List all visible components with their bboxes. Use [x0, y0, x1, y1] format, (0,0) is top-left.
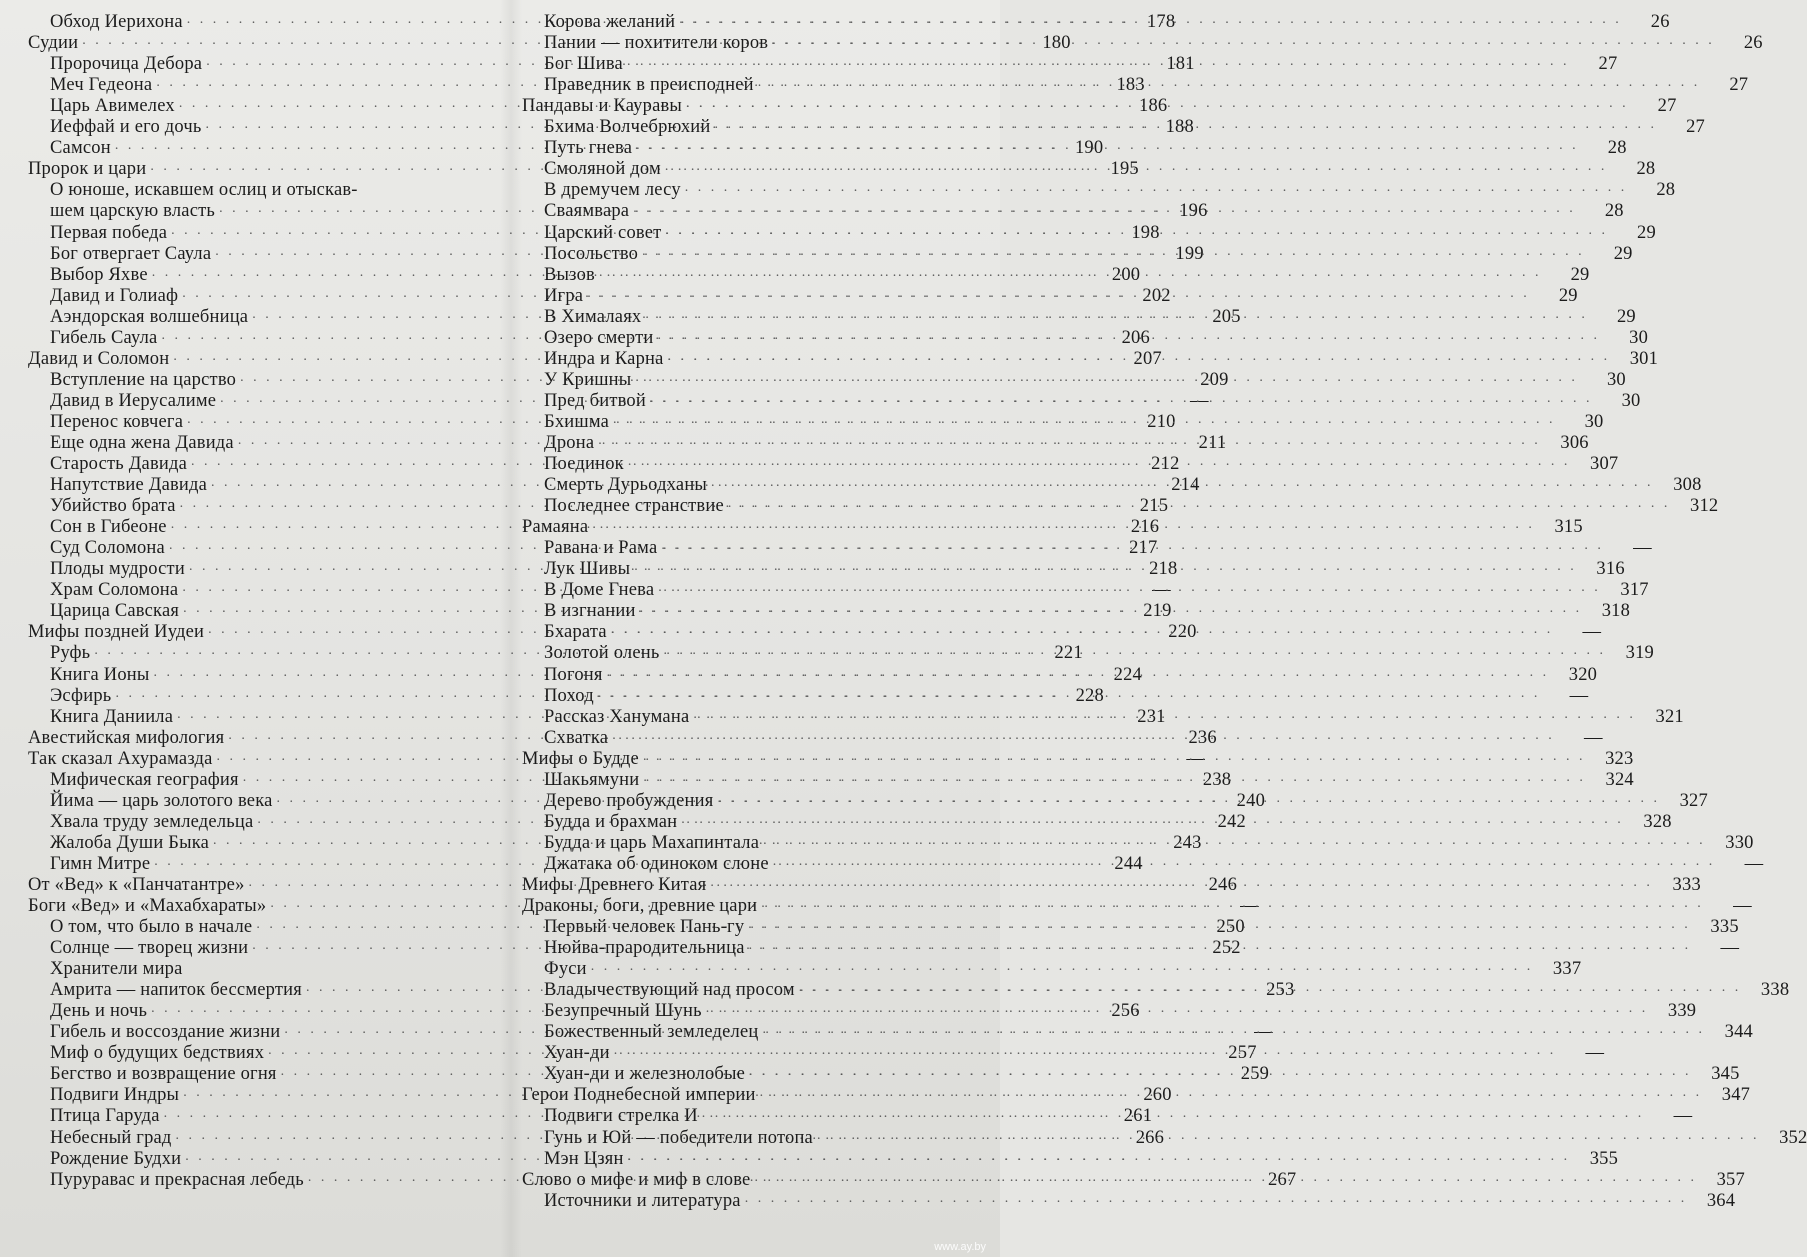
toc-entry-title: Бхишма [544, 411, 610, 432]
toc-entry-page: 205 [1212, 306, 1241, 327]
toc-entry-title: Дрона [544, 432, 595, 453]
toc-leader-dots [772, 30, 1715, 51]
toc-entry-title: В дремучем лесу [544, 180, 681, 201]
toc-entry-title: Шакьямуни [544, 769, 640, 790]
toc-entry-page: 259 [1240, 1064, 1270, 1085]
toc-entry-page: 180 [1042, 33, 1071, 54]
toc-entry-title: Хранители мира [50, 959, 183, 980]
toc-entry-page: — [1186, 748, 1206, 769]
toc-entry-title: Источники и литература [544, 1190, 741, 1211]
toc-entry-title: Последнее странствие [544, 496, 724, 517]
toc-entry-page: 224 [1113, 664, 1143, 685]
toc-entry-title: Мифы о Будде [522, 748, 639, 769]
toc-leader-dots [635, 367, 1578, 388]
toc-entry-title: Пред битвой [544, 390, 646, 411]
toc-entry-page: — [1582, 622, 1602, 643]
toc-entry-title: Вступление на царство [50, 369, 237, 390]
toc-entry-title: Пророк и цари [28, 159, 147, 180]
toc-entry-title: Старость Давида [50, 454, 188, 475]
toc-entry-title: Поход [544, 685, 594, 706]
toc-entry-page: 253 [1266, 980, 1295, 1001]
toc-entry-title: Миф о будущих бедствиях [50, 1043, 265, 1064]
toc-leader-dots [665, 156, 1608, 177]
toc-entry-page: — [1585, 1043, 1605, 1064]
toc-entry-page: 206 [1121, 327, 1150, 348]
toc-leader-dots [728, 493, 1671, 514]
toc-entry-page: 338 [1760, 980, 1790, 1001]
toc-entry-title: В Доме Гнева [544, 580, 655, 601]
toc-entry-title: Иеффай и его дочь [50, 117, 202, 138]
toc-entry-page: 218 [1149, 559, 1178, 580]
toc-entry-page: 27 [1598, 54, 1618, 75]
toc-entry-title: Индра и Карна [544, 348, 664, 369]
toc-entry-page: 29 [1616, 306, 1636, 327]
toc-entry-page: — [1673, 1106, 1693, 1127]
toc-entry-page: 29 [1637, 222, 1656, 243]
toc-entry-page: 28 [1604, 201, 1624, 222]
toc-entry-page: 183 [1116, 75, 1145, 96]
toc-entry-page: 219 [1143, 601, 1172, 622]
toc-entry-title: Хуан-ди и железнолобые [544, 1064, 746, 1085]
toc-entry-title: Смерть Дурьодханы [544, 475, 708, 496]
toc-leader-dots [717, 788, 1660, 809]
toc-entry-title: Напутствие Давида [50, 475, 208, 496]
toc-entry-title: Книга Даниила [50, 706, 174, 727]
toc-entry-page: 319 [1625, 643, 1655, 664]
toc-entry-title: Корова желаний [544, 12, 676, 33]
toc-entry-page: 242 [1217, 811, 1246, 832]
toc-entry-page: 316 [1596, 559, 1625, 580]
toc-leader-dots [711, 472, 1654, 493]
toc-leader-dots [715, 114, 1658, 135]
toc-entry-title: В Хималаях [544, 306, 642, 327]
toc-entry-title: Нюйва-прародительница [544, 938, 745, 959]
toc-entry-page: 30 [1629, 327, 1649, 348]
toc-entry-page: 200 [1111, 264, 1141, 285]
toc-entry-title: Подвиги Индры [50, 1085, 180, 1106]
toc-leader-dots [591, 956, 1534, 977]
toc-leader-dots [643, 746, 1586, 767]
toc-entry-page: 267 [1268, 1169, 1297, 1190]
toc-entry-title: О юноше, искавшем ослиц и отыскав- [50, 180, 358, 201]
toc-entry-title: Давид в Иерусалиме [50, 390, 217, 411]
toc-leader-dots [614, 1040, 1557, 1061]
toc-entry-page: 308 [1673, 475, 1702, 496]
toc-entry-page: 26 [1743, 33, 1763, 54]
toc-entry-title: Мифическая география [50, 769, 239, 790]
toc-entry-page: — [1733, 896, 1752, 917]
toc-entry-page: 318 [1601, 601, 1631, 622]
toc-entry-page: 27 [1729, 75, 1749, 96]
toc-entry-title: Драконы, боги, древние цари [522, 896, 758, 917]
toc-entry-page: 252 [1212, 938, 1241, 959]
toc-entry-title: Меч Гедеона [50, 75, 153, 96]
toc-entry-title: Владычествующий над просом [544, 980, 795, 1001]
toc-entry-title: Первый человек Пань-гу [544, 917, 745, 938]
toc-entry-title: Подвиги стрелка И [544, 1106, 698, 1127]
toc-entry-page: 327 [1679, 790, 1708, 811]
toc-entry-page: 28 [1607, 138, 1627, 159]
toc-entry-page: 250 [1216, 917, 1245, 938]
toc-entry-page: — [1569, 685, 1589, 706]
toc-entry-page: 261 [1123, 1106, 1153, 1127]
toc-entry-page: 27 [1686, 117, 1705, 138]
toc-entry-page: 216 [1130, 517, 1160, 538]
toc-entry-page: 202 [1142, 285, 1171, 306]
toc-entry-title: шем царскую власть [50, 201, 216, 222]
toc-leader-dots [592, 514, 1535, 535]
toc-entry-title: Перенос ковчега [50, 411, 184, 432]
toc-entry-title: Пророчица Дебора [50, 54, 203, 75]
toc-entry-title: Гимн Митре [50, 853, 151, 874]
toc-entry-page: 330 [1725, 832, 1754, 853]
toc-leader-dots [749, 935, 1692, 956]
toc-entry-page: 347 [1721, 1085, 1751, 1106]
toc-entry [522, 1190, 1736, 1212]
toc-entry-page: 181 [1166, 54, 1195, 75]
toc-leader-dots [627, 51, 1570, 72]
toc-entry-title: Суд Соломона [50, 538, 165, 559]
toc-entry-title: Рамаяна [522, 517, 589, 538]
toc-entry-page: 315 [1554, 517, 1583, 538]
toc-entry-title: Мэн Цзян [544, 1148, 624, 1169]
toc-entry-title: Пании — похитители коров [544, 33, 769, 54]
toc-entry-title: Джатака об одиноком слоне [544, 853, 769, 874]
toc-entry-title: Будда и царь Махапинтала [544, 832, 760, 853]
toc-entry-title: Пандавы и Кауравы [522, 96, 683, 117]
toc-entry-title: Царь Авимелех [50, 96, 175, 117]
toc-entry-page: 301 [1629, 348, 1659, 369]
toc-entry-title: Мифы поздней Иудеи [28, 622, 205, 643]
toc-leader-dots [685, 177, 1628, 198]
toc-leader-dots [693, 704, 1636, 725]
watermark: www.ay.by [934, 1241, 986, 1253]
toc-entry-page: 190 [1074, 138, 1104, 159]
toc-entry-title: Озеро смерти [544, 327, 654, 348]
toc-entry-page: 352 [1779, 1127, 1807, 1148]
toc-entry-title: Мифы Древнего Китая [522, 874, 707, 895]
toc-entry-page: 30 [1584, 411, 1604, 432]
toc-entry-title: Судии [28, 33, 79, 54]
toc-leader-dots [817, 1125, 1760, 1146]
toc-entry-page: 321 [1655, 706, 1684, 727]
toc-entry-title: Аэндорская волшебница [50, 306, 249, 327]
toc-leader-dots [628, 1146, 1571, 1167]
toc-entry-page: 236 [1188, 727, 1217, 748]
toc-entry-title: Так сказал Ахурамазда [28, 748, 213, 769]
toc-entry-title: Игра [544, 285, 584, 306]
toc-entry-title: Смоляной дом [544, 159, 661, 180]
toc-leader-dots [668, 346, 1611, 367]
toc-entry-page: 266 [1135, 1127, 1165, 1148]
toc-entry-title: Первая победа [50, 222, 168, 243]
toc-entry-page: 317 [1620, 580, 1649, 601]
toc-entry-title: Бегство и возвращение огня [50, 1064, 277, 1085]
toc-entry-page: — [1240, 896, 1259, 917]
toc-entry-page: 27 [1657, 96, 1677, 117]
toc-entry-page: 210 [1147, 411, 1176, 432]
toc-leader-dots [763, 1019, 1706, 1040]
toc-entry-title: Будда и брахман [544, 811, 678, 832]
toc-leader-dots [636, 135, 1579, 156]
toc-entry-title: Птица Гаруда [50, 1106, 160, 1127]
toc-leader-dots [799, 977, 1742, 998]
toc-entry-title: Хуан-ди [544, 1043, 610, 1064]
toc-leader-dots [760, 1082, 1703, 1103]
toc-entry-title: Схватка [544, 727, 609, 748]
toc-entry-page: 29 [1558, 285, 1578, 306]
toc-entry-page: 209 [1200, 369, 1229, 390]
toc-entry-title: У Кришны [544, 369, 632, 390]
toc-leader-dots [745, 1188, 1688, 1209]
toc-entry-page: 186 [1139, 96, 1168, 117]
toc-entry-page: 324 [1605, 769, 1634, 790]
toc-entry-page: 364 [1706, 1190, 1736, 1211]
toc-entry-page: 28 [1656, 180, 1676, 201]
toc-entry-title: Обход Иерихона [50, 12, 183, 33]
toc-entry-page: 195 [1110, 159, 1139, 180]
toc-entry-page: 217 [1129, 538, 1158, 559]
toc-entry-title: Боги «Вед» и «Махабхараты» [28, 896, 267, 917]
toc-entry-title: Царица Савская [50, 601, 180, 622]
toc-leader-dots [710, 872, 1653, 893]
toc-entry-title: Поединок [544, 454, 624, 475]
toc-entry-title: Погоня [544, 664, 603, 685]
toc-entry-title: Плоды мудрости [50, 559, 185, 580]
toc-entry-title: Эсфирь [50, 685, 112, 706]
toc-entry-page: 188 [1165, 117, 1194, 138]
toc-entry-title: Самсон [50, 138, 111, 159]
toc-entry-page: 306 [1560, 432, 1589, 453]
toc-entry-page: 344 [1724, 1022, 1754, 1043]
toc-entry-title: Фуси [544, 959, 587, 980]
toc-leader-dots [706, 998, 1649, 1019]
toc-leader-dots [607, 662, 1550, 683]
toc-entry-title: Дерево пробуждения [544, 790, 714, 811]
toc-entry-page: 211 [1198, 432, 1227, 453]
toc-entry-page: 215 [1139, 496, 1169, 517]
toc-entry-page: 196 [1179, 201, 1208, 222]
toc-entry-title: Рождение Будхи [50, 1148, 182, 1169]
toc-leader-dots [643, 767, 1586, 788]
toc-entry-page: — [1584, 727, 1603, 748]
toc-entry-page: 307 [1590, 454, 1619, 475]
toc-entry-page: — [1744, 853, 1764, 874]
toc-entry-title: Выбор Яхве [50, 264, 148, 285]
toc-leader-dots [749, 1061, 1692, 1082]
toc-entry-page: 220 [1168, 622, 1197, 643]
toc-entry-page: 345 [1711, 1064, 1740, 1085]
toc-entry-page: 355 [1589, 1148, 1619, 1169]
toc-leader-dots [658, 325, 1601, 346]
toc-entry-title: Путь гнева [544, 138, 633, 159]
toc-entry-title: Сваямвара [544, 201, 630, 222]
toc-entry-page: 199 [1175, 243, 1204, 264]
toc-leader-dots [628, 451, 1571, 472]
toc-entry-title: Жалоба Души Быка [50, 832, 210, 853]
toc-entry-page: 28 [1636, 159, 1656, 180]
toc-entry-page: 240 [1236, 790, 1266, 811]
toc-leader-dots [658, 577, 1601, 598]
toc-entry-title: Авестийская мифология [28, 727, 225, 748]
toc-entry-page: 238 [1202, 769, 1232, 790]
toc-entry-page: 339 [1667, 1001, 1697, 1022]
toc-entry-title: Золотой олень [544, 643, 660, 664]
toc-entry-title: Герои Поднебесной империи [522, 1085, 756, 1106]
toc-entry-title: День и ночь [50, 1001, 148, 1022]
toc-entry-title: Бхима Волчебрюхий [544, 117, 711, 138]
toc-leader-dots [679, 9, 1622, 30]
toc-leader-dots [634, 556, 1577, 577]
toc-leader-dots [645, 304, 1588, 325]
toc-entry-page: 198 [1131, 222, 1160, 243]
toc-leader-dots [613, 409, 1556, 430]
toc-leader-dots [640, 598, 1583, 619]
toc-leader-dots [661, 535, 1604, 556]
toc-entry-title: Гибель Саула [50, 327, 158, 348]
toc-entry-title: Убийство брата [50, 496, 176, 517]
toc-entry-title: Бхарата [544, 622, 607, 643]
toc-entry-title: Амрита — напиток бессмертия [50, 980, 302, 1001]
toc-entry-title: Давид и Соломон [28, 348, 170, 369]
toc-entry-page: 178 [1146, 12, 1176, 33]
toc-leader-dots [763, 830, 1706, 851]
toc-leader-dots [598, 430, 1541, 451]
toc-leader-dots [664, 640, 1607, 661]
toc-entry-title: Книга Ионы [50, 664, 150, 685]
toc-entry-title: Божественный земледелец [544, 1022, 759, 1043]
toc-leader-dots [599, 262, 1542, 283]
toc-entry-page: 323 [1605, 748, 1634, 769]
toc-leader-dots [642, 241, 1585, 262]
toc-entry-title: Хвала труду земледельца [50, 811, 254, 832]
toc-entry-title: Солнце — творец жизни [50, 938, 249, 959]
toc-entry-title: Сон в Гибеоне [50, 517, 167, 538]
toc-entry-page: 228 [1075, 685, 1104, 706]
toc-entry-page: 244 [1114, 853, 1143, 874]
toc-entry-page: 328 [1643, 811, 1672, 832]
toc-entry-title: Посольство [544, 243, 639, 264]
toc-entry-page: 243 [1173, 832, 1202, 853]
toc-entry-title: О том, что было в начале [50, 917, 253, 938]
toc-entry-page: — [1152, 580, 1171, 601]
toc-entry-title: Рассказ Ханумана [544, 706, 690, 727]
toc-entry-title: Лук Шивы [544, 559, 631, 580]
toc-leader-dots [598, 683, 1541, 704]
toc-entry-page: 246 [1208, 874, 1238, 895]
toc-entry-page: 260 [1143, 1085, 1172, 1106]
toc-entry-title: Бог Шива [544, 54, 623, 75]
toc-entry-page: — [1254, 1022, 1273, 1043]
toc-entry-page: 212 [1151, 454, 1180, 475]
toc-entry-title: Безупречный Шунь [544, 1001, 702, 1022]
toc-entry-title: Руфь [50, 643, 91, 664]
toc-leader-dots [612, 725, 1555, 746]
toc-entry-page: 357 [1716, 1169, 1745, 1190]
toc-entry-page: 26 [1650, 12, 1670, 33]
toc-leader-dots [587, 283, 1530, 304]
toc-entry-title: От «Вед» к «Панчатантре» [28, 874, 245, 895]
toc-entry-title: Гибель и воссоздание жизни [50, 1022, 281, 1043]
toc-entry-page: — [1720, 938, 1740, 959]
toc-entry-title: Храм Соломона [50, 580, 179, 601]
toc-entry-page: 335 [1710, 917, 1739, 938]
toc-leader-dots [611, 619, 1554, 640]
toc-leader-dots [702, 1103, 1645, 1124]
toc-leader-dots [650, 388, 1593, 409]
toc-leader-dots [681, 809, 1624, 830]
toc-entry-title: Слово о мифе и миф в слове [522, 1169, 751, 1190]
toc-entry-page: 256 [1111, 1001, 1140, 1022]
toc-entry-page: — [1189, 390, 1209, 411]
toc-entry-title: Пуруравас и прекрасная лебедь [50, 1169, 304, 1190]
toc-leader-dots [665, 220, 1608, 241]
toc-entry-page: 29 [1570, 264, 1590, 285]
toc-entry-page: 29 [1613, 243, 1633, 264]
toc-entry-title: Небесный град [50, 1127, 172, 1148]
toc-entry-page: 231 [1137, 706, 1166, 727]
toc-entry-page: 312 [1690, 496, 1719, 517]
toc-entry-page: 30 [1606, 369, 1626, 390]
toc-entry-title: Царский совет [544, 222, 662, 243]
toc-entry-page: 221 [1054, 643, 1083, 664]
toc-entry-page: 214 [1171, 475, 1200, 496]
toc-leader-dots [633, 198, 1576, 219]
toc-entry-title: Равана и Рама [544, 538, 658, 559]
toc-entry-page: — [1633, 538, 1652, 559]
toc-entry-title: Праведник в преисподней [544, 75, 754, 96]
toc-entry-title: В изгнании [544, 601, 636, 622]
toc-entry-page: 333 [1672, 874, 1701, 895]
toc-entry-page: 30 [1621, 390, 1641, 411]
toc-entry-page: 337 [1552, 959, 1582, 980]
toc-entry-title: Йима — царь золотого века [50, 790, 273, 811]
toc-entry-title: Вызов [544, 264, 595, 285]
toc-entry-title: Еще одна жена Давида [50, 432, 234, 453]
toc-leader-dots [773, 851, 1716, 872]
toc-entry-title: Бог отвергает Саула [50, 243, 212, 264]
toc-entry-title: Гунь и Юй — победители потопа [544, 1127, 813, 1148]
toc-leader-dots [748, 914, 1691, 935]
toc-leader-dots [758, 72, 1701, 93]
toc-entry-page: 207 [1133, 348, 1162, 369]
toc-leader-dots [754, 1167, 1697, 1188]
toc-leader-dots [686, 93, 1629, 114]
toc-entry-title: Давид и Голиаф [50, 285, 179, 306]
toc-entry-page: 257 [1228, 1043, 1257, 1064]
toc-leader-dots [761, 893, 1704, 914]
toc-entry-page: 320 [1568, 664, 1598, 685]
